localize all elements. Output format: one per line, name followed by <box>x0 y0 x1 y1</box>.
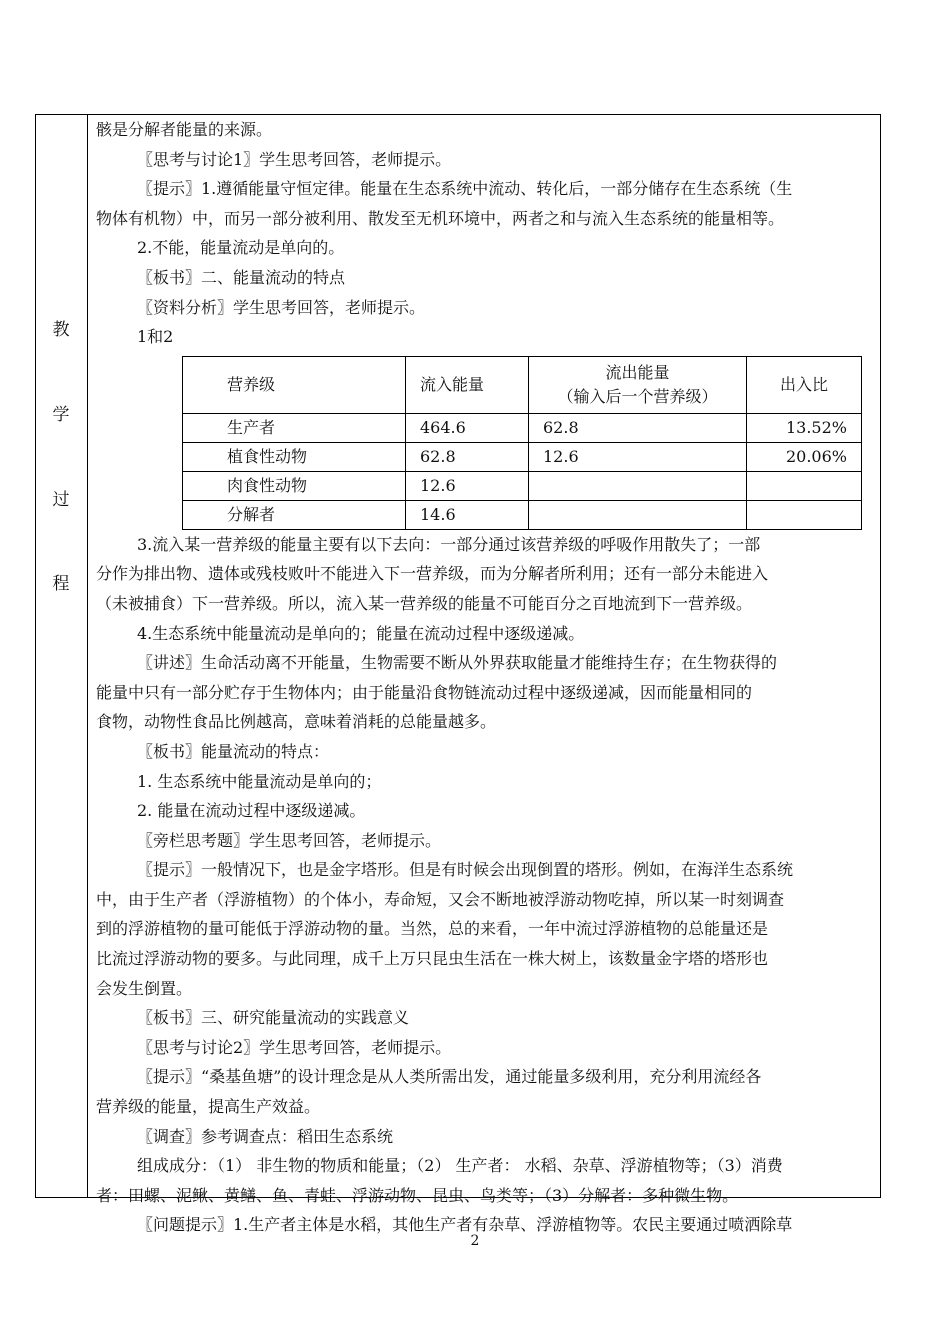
text-line: 营养级的能量，提高生产效益。 <box>96 1097 321 1117</box>
text-line: 2. 能量在流动过程中逐级递减。 <box>137 801 366 821</box>
cell-inflow: 62.8 <box>406 442 529 471</box>
text-line: 〖板书〗二、能量流动的特点 <box>137 267 346 287</box>
cell-ratio: 13.52% <box>747 413 862 442</box>
header-trophic-level: 营养级 <box>183 356 406 413</box>
text-line: 〖提示〗“桑基鱼塘”的设计理念是从人类所需出发，通过能量多级利用，充分利用流经各 <box>137 1067 762 1087</box>
cell-level: 肉食性动物 <box>183 471 406 500</box>
side-label-char: 学 <box>52 405 70 425</box>
header-outflow-line1: 流出能量 <box>605 362 670 382</box>
cell-outflow <box>529 471 747 500</box>
text-line: 〖提示〗一般情况下，也是金字塔形。但是有时候会出现倒置的塔形。例如，在海洋生态系统 <box>137 860 794 880</box>
text-block-before-table <box>96 115 878 352</box>
table-header-row <box>183 356 862 413</box>
side-label-char: 教 <box>52 320 70 340</box>
table-row <box>183 413 862 442</box>
text-line: 〖旁栏思考题〗学生思考回答，老师提示。 <box>137 830 442 850</box>
text-line: 〖板书〗能量流动的特点： <box>137 741 330 761</box>
text-line: 骸是分解者能量的来源。 <box>96 120 273 139</box>
text-line: 〖思考与讨论2〗学生思考回答，老师提示。 <box>137 1037 452 1057</box>
text-line: （未被捕食）下一营养级。所以，流入某一营养级的能量不可能百分之百地流到下一营养级。 <box>96 593 753 613</box>
lesson-content <box>96 115 878 1240</box>
text-line: 4.生态系统中能量流动是单向的；能量在流动过程中逐级递减。 <box>137 623 585 643</box>
text-line: 〖提示〗1.遵循能量守恒定律。能量在生态系统中流动、转化后，一部分储存在生态系统（生 <box>137 179 793 199</box>
side-label-char: 过 <box>52 490 70 510</box>
table-row <box>183 442 862 471</box>
table-row <box>183 500 862 529</box>
cell-inflow: 464.6 <box>406 413 529 442</box>
cell-ratio: 20.06% <box>747 442 862 471</box>
cell-level: 植食性动物 <box>183 442 406 471</box>
text-line: 组成成分：（1） 非生物的物质和能量；（2） 生产者： 水稻、杂草、浮游植物等；（3）消费 <box>137 1156 783 1176</box>
header-outflow-line2: （输入后一个营养级） <box>557 386 718 406</box>
text-line: 3.流入某一营养级的能量主要有以下去向：一部分通过该营养级的呼吸作用散失了；一部 <box>137 534 761 554</box>
text-line: 1和2 <box>137 327 174 347</box>
header-outflow <box>529 356 747 413</box>
text-line: 物体有机物）中，而另一部分被利用、散发至无机环境中，两者之和与流入生态系统的能量相等。 <box>96 208 785 228</box>
text-line: 〖资料分析〗学生思考回答，老师提示。 <box>137 297 426 317</box>
text-line: 1. 生态系统中能量流动是单向的； <box>137 771 382 791</box>
page-number: 2 <box>470 1233 480 1249</box>
cell-outflow <box>529 500 747 529</box>
text-line: 中，由于生产者（浮游植物）的个体小，寿命短，又会不断地被浮游动物吃掉，所以某一时刻调查 <box>96 889 785 909</box>
energy-flow-table <box>182 356 862 530</box>
text-line: 〖问题提示〗1.生产者主体是水稻，其他生产者有杂草、浮游植物等。农民主要通过喷洒除草 <box>137 1215 793 1235</box>
cell-outflow: 12.6 <box>529 442 747 471</box>
text-line: 到的浮游植物的量可能低于浮游动物的量。当然，总的来看，一年中流过浮游植物的总能量还是 <box>96 919 769 939</box>
cell-level: 分解者 <box>183 500 406 529</box>
header-inflow: 流入能量 <box>406 356 529 413</box>
text-line: 食物，动物性食品比例越高，意味着消耗的总能量越多。 <box>96 712 497 732</box>
text-line: 2.不能，能量流动是单向的。 <box>137 238 345 258</box>
table-row <box>183 471 862 500</box>
column-divider <box>87 114 88 1198</box>
cell-level: 生产者 <box>183 413 406 442</box>
text-line: 比流过浮游动物的要多。与此同理，成千上万只昆虫生活在一株大树上，该数量金字塔的塔形也 <box>96 949 769 969</box>
cell-ratio <box>747 471 862 500</box>
header-ratio: 出入比 <box>747 356 862 413</box>
cell-inflow: 12.6 <box>406 471 529 500</box>
text-line: 会发生倒置。 <box>96 978 193 998</box>
cell-inflow: 14.6 <box>406 500 529 529</box>
text-line: 〖板书〗三、研究能量流动的实践意义 <box>137 1008 410 1028</box>
text-line: 分作为排出物、遗体或残枝败叶不能进入下一营养级，而为分解者所利用；还有一部分未能进入 <box>96 564 769 584</box>
cell-ratio <box>747 500 862 529</box>
cell-outflow: 62.8 <box>529 413 747 442</box>
text-line: 者：田螺、泥鳅、黄鳝、鱼、青蛙、浮游动物、昆虫、鸟类等；（3）分解者：多种微生物。 <box>96 1185 739 1205</box>
side-label-char: 程 <box>52 574 70 594</box>
text-line: 能量中只有一部分贮存于生物体内；由于能量沿食物链流动过程中逐级递减，因而能量相同的 <box>96 682 753 702</box>
text-line: 〖调查〗参考调查点：稻田生态系统 <box>137 1126 394 1146</box>
text-line: 〖思考与讨论1〗学生思考回答，老师提示。 <box>137 149 452 169</box>
text-block-after-table <box>96 530 878 1240</box>
text-line: 〖讲述〗生命活动离不开能量，生物需要不断从外界获取能量才能维持生存；在生物获得的 <box>137 653 778 673</box>
